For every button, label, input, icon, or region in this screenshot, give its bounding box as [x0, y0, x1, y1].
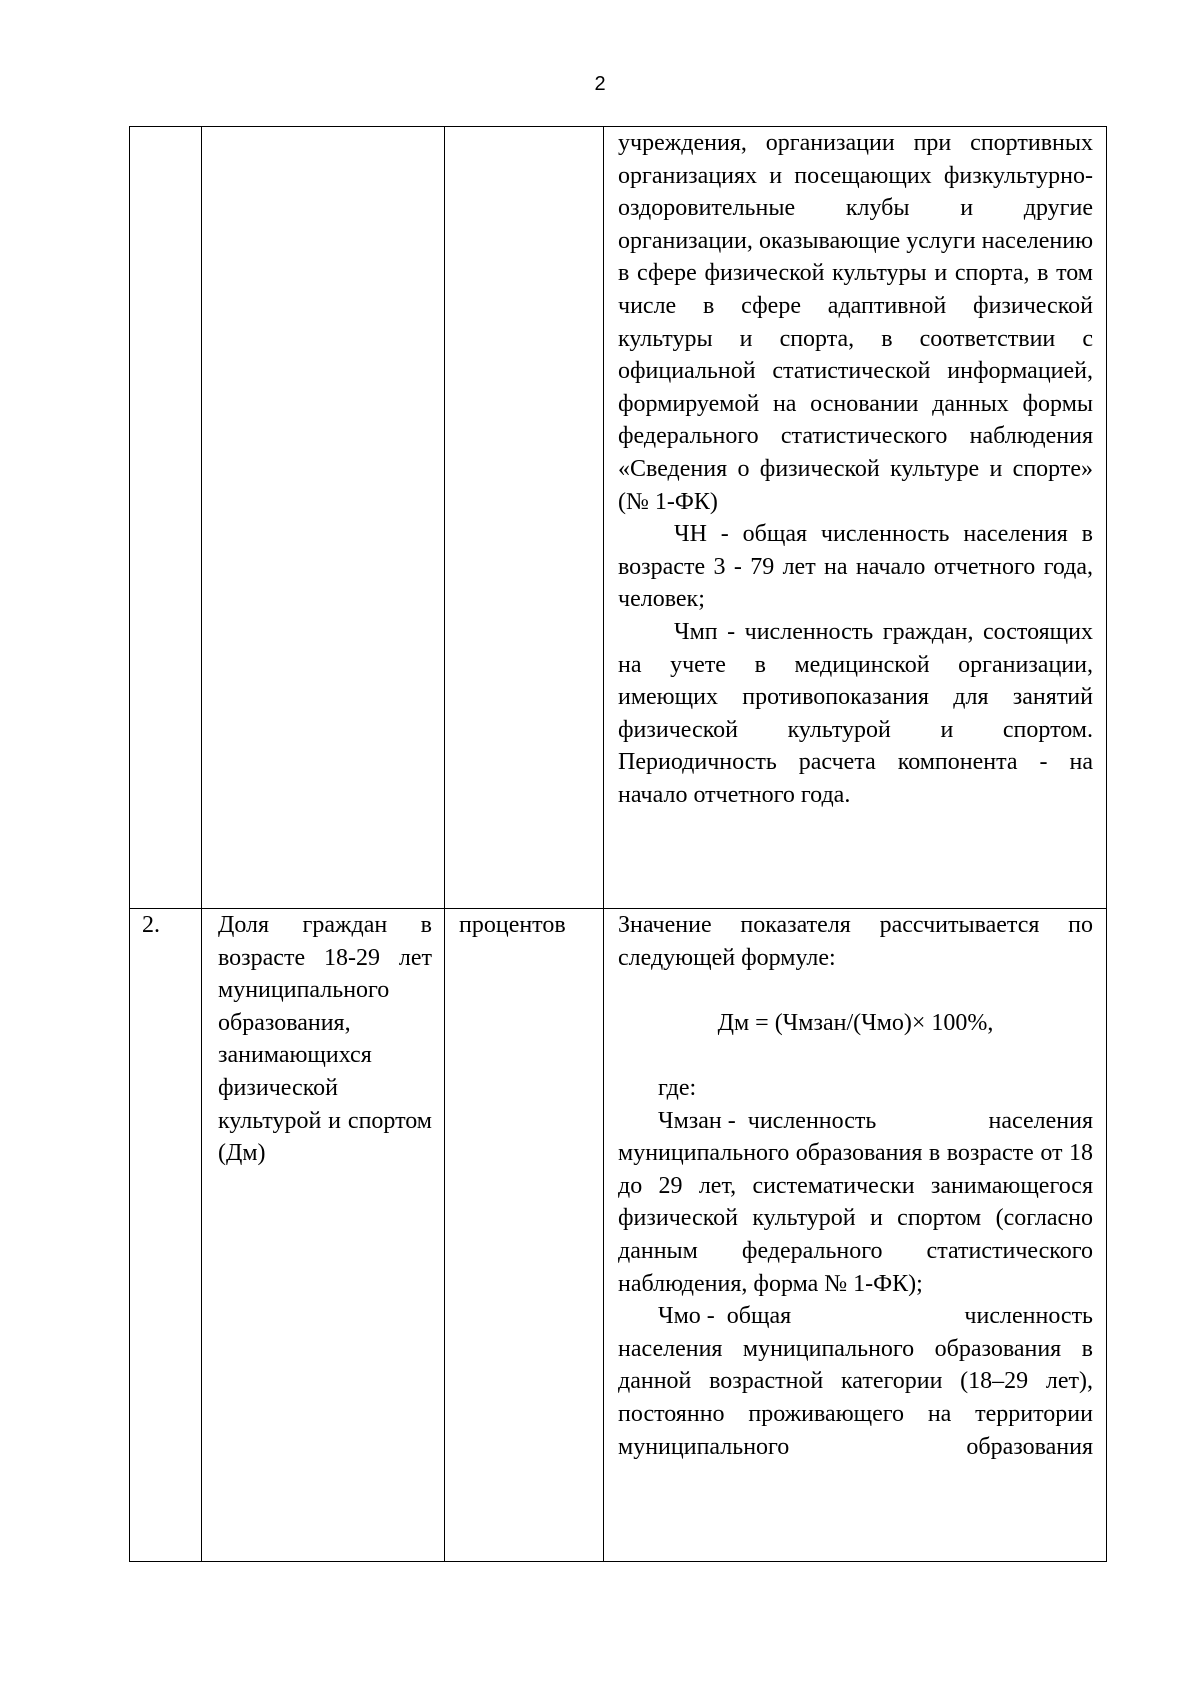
row-number-cell — [130, 127, 202, 909]
term-first-words: общая численность — [726, 1303, 1093, 1330]
term-first-line — [618, 1105, 1093, 1138]
table-row — [130, 127, 1107, 909]
term-definition-chn: ЧН - общая численность населения в возрасте 3 - 79 лет на начало отчетного года, человек; — [618, 521, 1093, 613]
term-symbol: Чмо - — [658, 1303, 715, 1330]
table-row — [130, 909, 1107, 1562]
term-description: населения муниципального образования в данной возрастной категории (18–29 лет), постоянно проживающего на территории муниципального образования — [618, 1335, 1093, 1460]
continuation-paragraph: учреждения, организации при спортивных организациях и посещающих физкультурно-оздоровительные клубы и другие организации, оказывающие услуги населению в сфере физической культуры и спорта, в том числе в сфере адаптивной физической культуры и спорта, в соответствии с официальной статистической информацией, формируемой на основании данных формы федерального статистического наблюдения «Сведения о физической культуре и спорте» (№ 1-ФК) — [618, 130, 1093, 515]
indicator-table — [129, 126, 1107, 1562]
indicator-name-text: Доля граждан в возрасте 18-29 лет муниципального образования, занимающихся физической культурой и спортом (Дм) — [218, 912, 432, 1167]
indicator-name-cell — [202, 127, 445, 909]
formula: Дм = (Чмзан/(Чмо)× 100%, — [717, 1009, 994, 1036]
term-symbol: Чмзан - — [658, 1107, 736, 1134]
term-definition-chmo — [618, 1300, 1093, 1463]
calculation-method-cell — [604, 127, 1107, 909]
term-first-words: численность населения — [747, 1107, 1093, 1134]
unit-cell — [445, 127, 604, 909]
calculation-method-cell — [604, 909, 1107, 1562]
term-description: муниципального образования в возрасте от 18 до 29 лет, систематически занимающегося физической культурой и спортом (согласно данным федерального статистического наблюдения, форма № 1-ФК); — [618, 1140, 1093, 1297]
formula-intro: Значение показателя рассчитывается по следующей формуле: — [618, 912, 1093, 971]
page-number: 2 — [594, 73, 606, 95]
row-number-cell: 2. — [130, 909, 202, 1562]
indicator-name-cell — [202, 909, 445, 1562]
term-first-line — [618, 1300, 1093, 1333]
where-label: где: — [658, 1074, 697, 1101]
unit-cell: процентов — [445, 909, 604, 1562]
term-definition-chmzan — [618, 1105, 1093, 1301]
term-definition-chmp: Чмп - численность граждан, состоящих на учете в медицинской организации, имеющих противопоказания для занятий физической культурой и спортом. Периодичность расчета компонента - на начало отчетного года. — [618, 618, 1093, 808]
